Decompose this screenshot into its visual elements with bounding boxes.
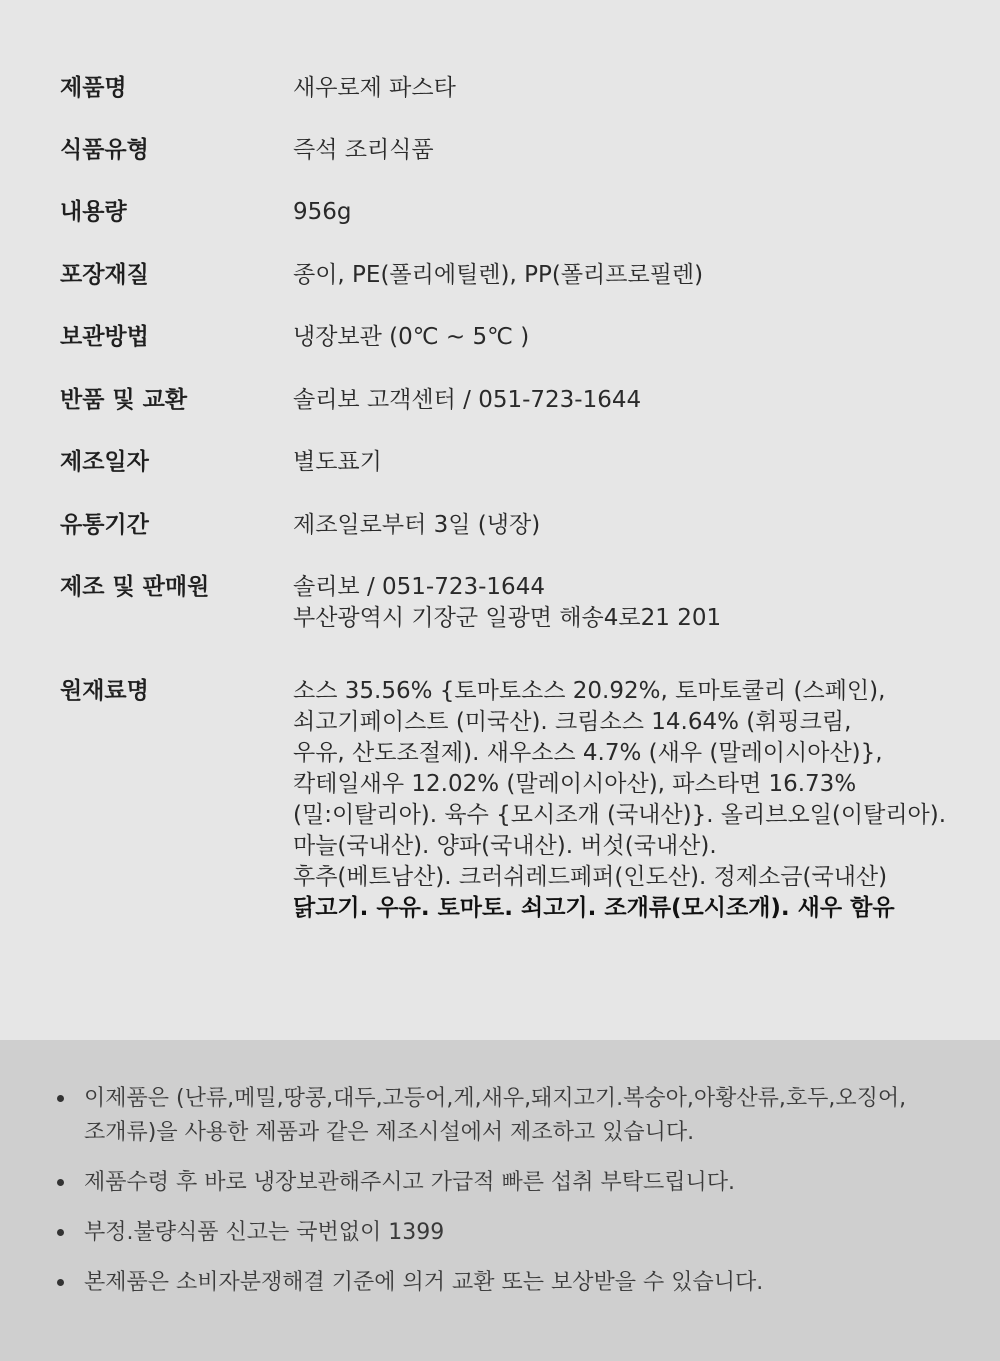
notice-item: [0, 1216, 1000, 1250]
bullet-icon: [57, 1229, 64, 1236]
notice-line: 부정.불량식품 신고는 국번없이 1399: [84, 1220, 445, 1245]
info-value: [293, 676, 973, 924]
notice-item: [0, 1166, 1000, 1200]
notice-line: 이제품은 (난류,메밀,땅콩,대두,고등어,게,새우,돼지고기.복숭아,아황산류,호두,오징어,: [84, 1086, 907, 1111]
info-label: 제조일자: [60, 449, 149, 475]
info-value-line: 별도표기: [293, 449, 382, 475]
notice-text: [84, 1266, 1000, 1300]
info-value-line: 냉장보관 (0℃ ~ 5℃ ): [293, 324, 530, 350]
notice-text: [84, 1166, 1000, 1200]
info-value-line: 즉석 조리식품: [293, 137, 434, 163]
info-label: 제품명: [60, 75, 127, 101]
info-value-line: 솔리보 고객센터 / 051-723-1644: [293, 387, 642, 413]
info-value: [293, 385, 973, 416]
info-value: [293, 260, 973, 291]
bullet-icon: [57, 1095, 64, 1102]
info-value-line: 956g: [293, 199, 352, 225]
info-label: 식품유형: [60, 137, 149, 163]
notice-text: [84, 1216, 1000, 1250]
bullet-icon: [57, 1279, 64, 1286]
ingredient-line: 우유, 산도조절제). 새우소스 4.7% (새우 (말레이시아산)},: [293, 740, 883, 766]
info-value: [293, 197, 973, 228]
ingredient-line: 칵테일새우 12.02% (말레이시아산), 파스타면 16.73%: [293, 771, 857, 797]
info-label: 포장재질: [60, 262, 149, 288]
info-value-line: 새우로제 파스타: [293, 75, 456, 101]
info-value-line: 솔리보 / 051-723-1644: [293, 574, 545, 600]
info-value: [293, 510, 973, 541]
ingredient-line: 소스 35.56% {토마토소스 20.92%, 토마토쿨리 (스페인),: [293, 678, 886, 704]
info-label: 보관방법: [60, 324, 149, 350]
info-value: [293, 447, 973, 478]
info-value-line: 제조일로부터 3일 (냉장): [293, 512, 541, 538]
notice-item: [0, 1082, 1000, 1150]
notice-list: [0, 1082, 1000, 1316]
notice-text: [84, 1082, 1000, 1150]
info-value: [293, 73, 973, 104]
info-value: [293, 135, 973, 166]
info-value: [293, 572, 973, 634]
ingredient-line: 쇠고기페이스트 (미국산). 크림소스 14.64% (휘핑크림,: [293, 709, 852, 735]
info-value: [293, 322, 973, 353]
info-value-line: 종이, PE(폴리에틸렌), PP(폴리프로필렌): [293, 262, 704, 288]
notice-line: 제품수령 후 바로 냉장보관해주시고 가급적 빠른 섭취 부탁드립니다.: [84, 1170, 736, 1195]
info-label: 제조 및 판매원: [60, 574, 210, 600]
info-label: 반품 및 교환: [60, 387, 188, 413]
info-label: 원재료명: [60, 678, 149, 704]
ingredient-line: 후추(베트남산). 크러쉬레드페퍼(인도산). 정제소금(국내산): [293, 864, 888, 890]
notice-line: 조개류)을 사용한 제품과 같은 제조시설에서 제조하고 있습니다.: [84, 1120, 695, 1145]
allergen-line: 닭고기. 우유. 토마토. 쇠고기. 조개류(모시조개). 새우 함유: [293, 895, 895, 921]
ingredient-line: (밀:이탈리아). 육수 {모시조개 (국내산)}. 올리브오일(이탈리아).: [293, 802, 947, 828]
ingredient-line: 마늘(국내산). 양파(국내산). 버섯(국내산).: [293, 833, 717, 859]
info-label: 유통기간: [60, 512, 149, 538]
notice-line: 본제품은 소비자분쟁해결 기준에 의거 교환 또는 보상받을 수 있습니다.: [84, 1270, 764, 1295]
bullet-icon: [57, 1179, 64, 1186]
info-label: 내용량: [60, 199, 127, 225]
info-value-line: 부산광역시 기장군 일광면 해송4로21 201: [293, 605, 722, 631]
notice-item: [0, 1266, 1000, 1300]
